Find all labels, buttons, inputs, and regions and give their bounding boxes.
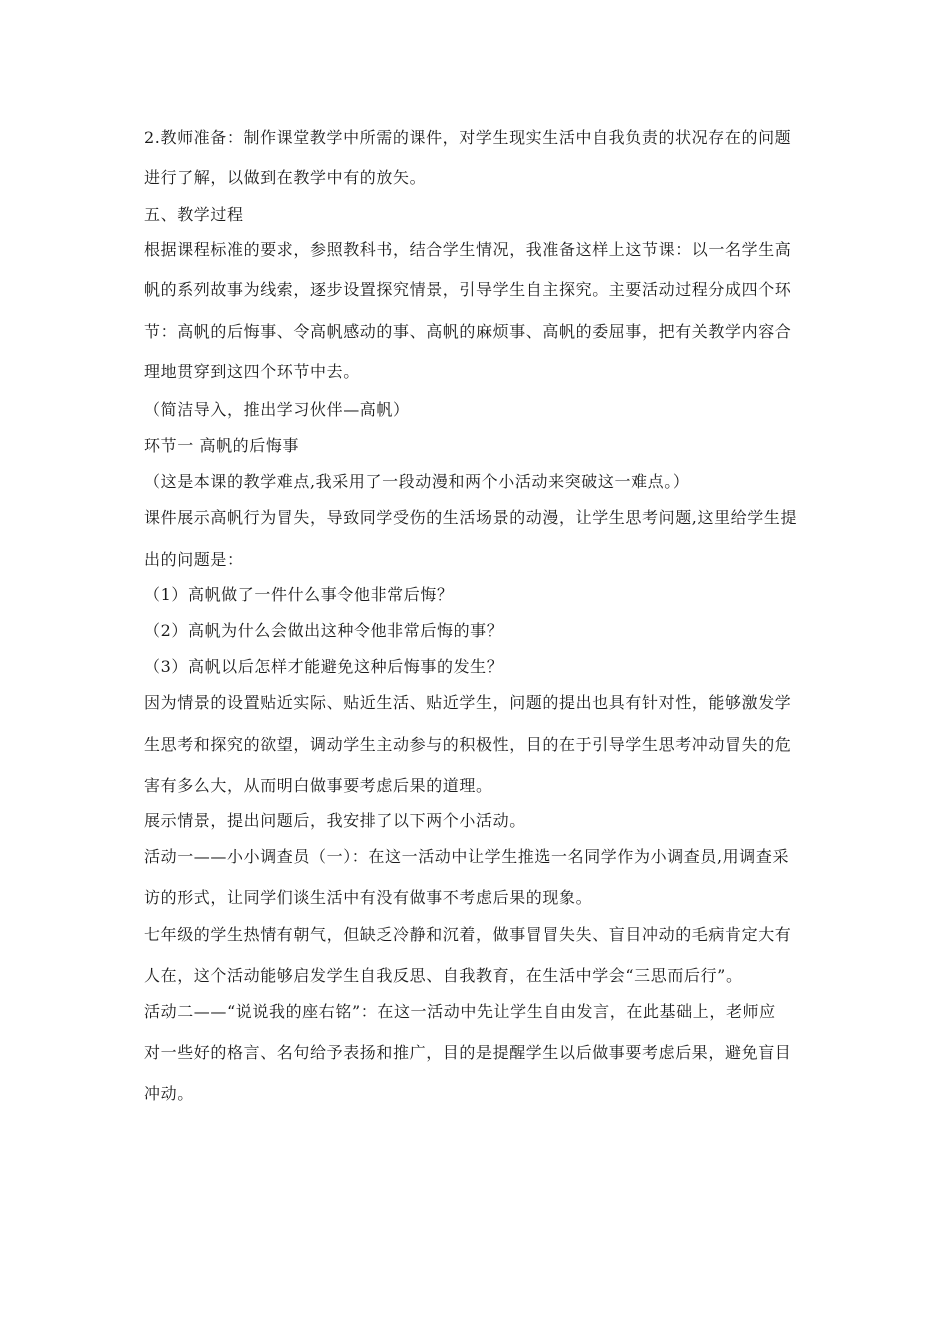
text-line: 课件展示高帆行为冒失，导致同学受伤的生活场景的动漫，让学生思考问题,这里给学生提 [144,508,798,527]
text-line: 害有多么大，从而明白做事要考虑后果的道理。 [144,776,493,795]
section-heading: 五、教学过程 [144,205,244,224]
text-line: 对一些好的格言、名句给予表扬和推广，目的是提醒学生以后做事要考虑后果，避免盲目 [144,1043,792,1062]
text-line: 人在，这个活动能够启发学生自我反思、自我教育，在生活中学会“三思而后行”。 [144,966,743,985]
text-line: 活动一——小小调查员（一）：在这一活动中让学生推选一名同学作为小调查员,用调查采 [144,847,790,866]
text-line: 根据课程标准的要求，参照教科书，结合学生情况，我准备这样上这节课：以一名学生高 [144,240,792,259]
text-line: 帆的系列故事为线索，逐步设置探究情景，引导学生自主探究。主要活动过程分成四个环 [144,280,792,299]
question-item: （1）高帆做了一件什么事令他非常后悔？ [144,585,454,604]
text-line: 冲动。 [144,1084,194,1103]
text-line: 因为情景的设置贴近实际、贴近生活、贴近学生，问题的提出也具有针对性，能够激发学 [144,693,792,712]
text-line: 出的问题是： [144,550,244,569]
text-line: （简洁导入，推出学习伙伴—高帆） [144,400,410,419]
text-line: 展示情景，提出问题后，我安排了以下两个小活动。 [144,811,526,830]
question-item: （3）高帆以后怎样才能避免这种后悔事的发生？ [144,657,504,676]
text-line: 活动二——“说说我的座右铭”：在这一活动中先让学生自由发言，在此基础上，老师应 [144,1002,776,1021]
text-line: 生思考和探究的欲望，调动学生主动参与的积极性，目的在于引导学生思考冲动冒失的危 [144,735,792,754]
text-line: 七年级的学生热情有朝气，但缺乏冷静和沉着，做事冒冒失失、盲目冲动的毛病肯定大有 [144,925,792,944]
text-line: （这是本课的教学难点,我采用了一段动漫和两个小活动来突破这一难点。） [144,472,690,491]
text-line: 进行了解，以做到在教学中有的放矢。 [144,168,427,187]
subsection-heading: 环节一 高帆的后悔事 [144,436,300,455]
text-line: 2.教师准备：制作课堂教学中所需的课件，对学生现实生活中自我负责的状况存在的问题 [144,128,792,147]
text-line: 访的形式，让同学们谈生活中有没有做事不考虑后果的现象。 [144,888,593,907]
text-line: 理地贯穿到这四个环节中去。 [144,362,360,381]
text-line: 节：高帆的后悔事、令高帆感动的事、高帆的麻烦事、高帆的委屈事，把有关教学内容合 [144,322,792,341]
question-item: （2）高帆为什么会做出这种令他非常后悔的事？ [144,621,504,640]
